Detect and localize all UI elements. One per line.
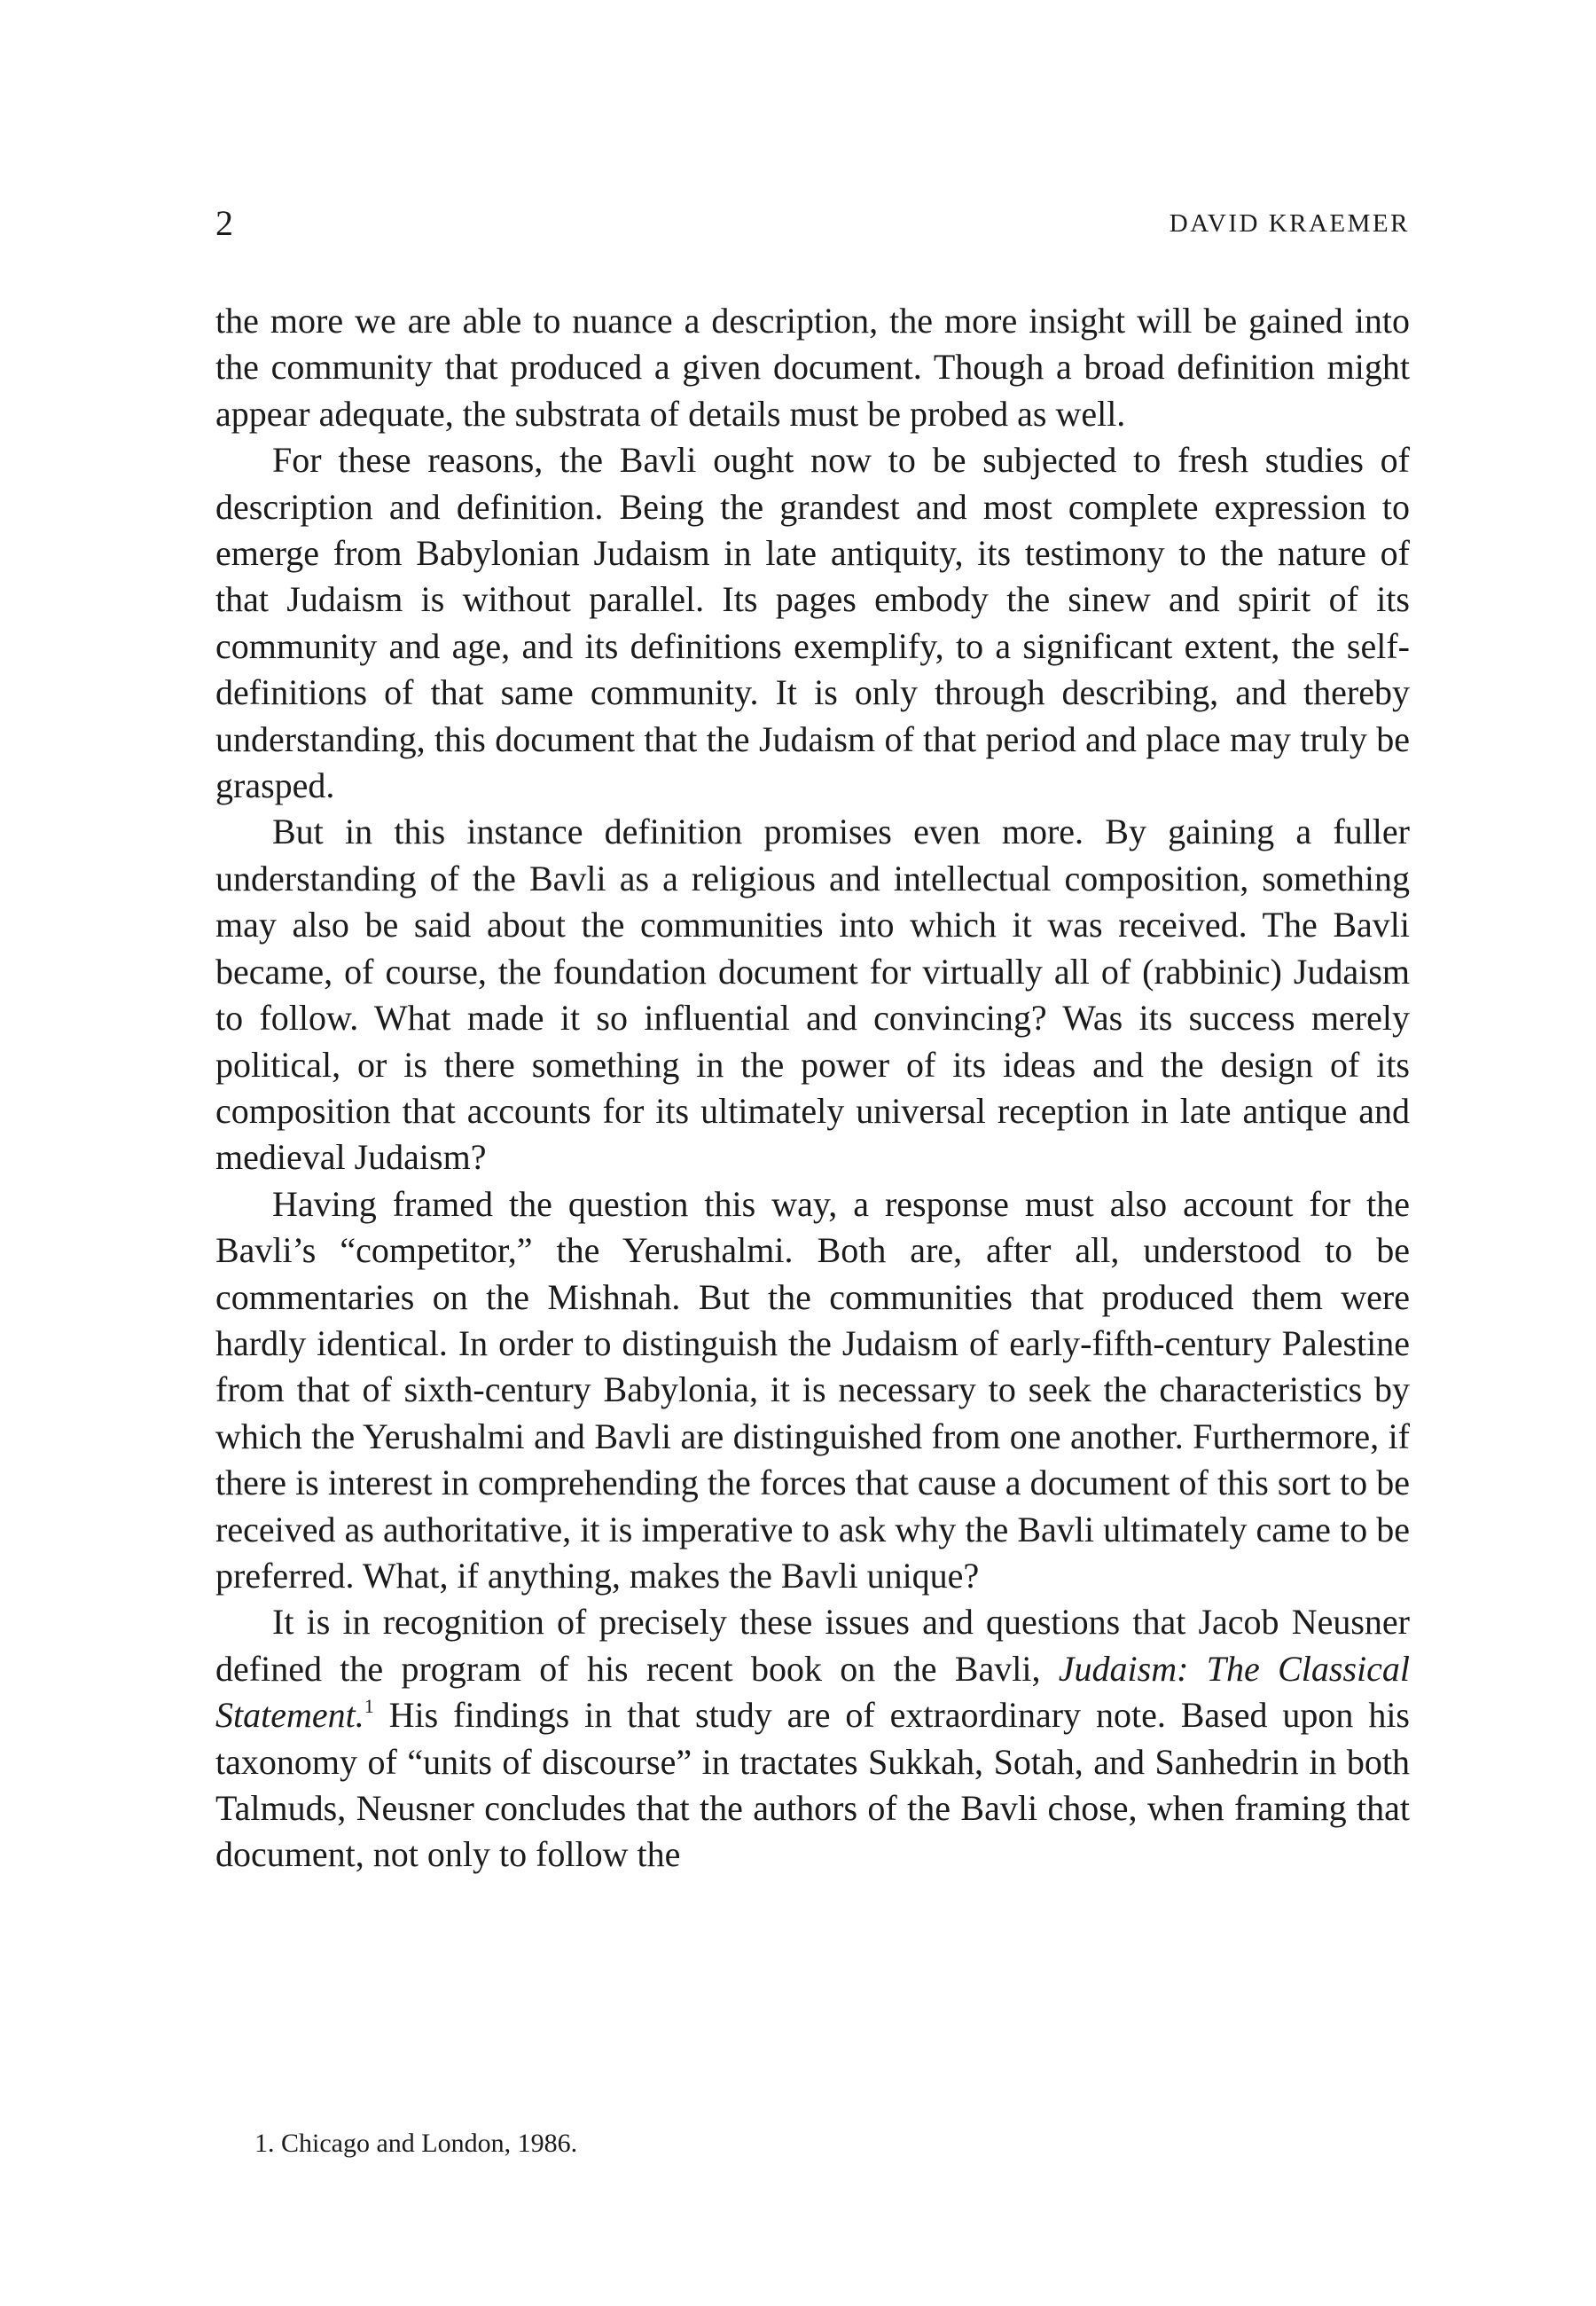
footnote-reference[interactable]: 1 — [364, 1695, 374, 1718]
paragraph-continuation: the more we are able to nuance a description, the more insight will be gained into the community that produced a given document. Though a broad definition might appear adequate, the substrata of details must be probed as well. — [215, 301, 1410, 434]
paragraph: Having framed the question this way, a response must also account for the Bavli’s “competitor,” the Yerushalmi. Both are, after all, understood to be commentaries on the Mishnah. But the communities that produced them were hardly identical. In order to distinguish the Judaism of early-fifth-century Palestine from that of sixth-century Babylonia, it is necessary to seek the characteristics by which the Yerushalmi and Bavli are distinguished from one another. Furthermore, if there is interest in comprehending the forces that cause a document of this sort to be received as authoritative, it is imperative to ask why the Bavli ultimately came to be preferred. What, if anything, makes the Bavli unique? — [215, 1183, 1410, 1596]
book-title: Judaism: The Classical Statement. — [215, 1648, 1410, 1736]
footnote: 1. Chicago and London, 1986. — [254, 2129, 578, 2158]
body-text — [215, 298, 1410, 1879]
running-head-author: DAVID KRAEMER — [1169, 209, 1410, 238]
paragraph-neusner — [215, 1599, 1410, 1878]
running-head — [215, 197, 1410, 250]
page-number: 2 — [215, 203, 233, 243]
paragraph-text-after-title: His findings in that study are of extraordinary note. Based upon his taxonomy of “units of discourse” in tractates Sukkah, Sotah, and Sanhedrin in both Talmuds, Neusner concludes that the authors of the Bavli chose, when framing that document, not only to follow the — [215, 1695, 1410, 1875]
paragraph: For these reasons, the Bavli ought now to be subjected to fresh studies of description and definition. Being the grandest and most complete expression to emerge from Babylonian Judaism in late antiquity, its testimony to the nature of that Judaism is without parallel. Its pages embody the sinew and spirit of its community and age, and its definitions exemplify, to a significant extent, the self-definitions of that same community. It is only through describing, and thereby understanding, this document that the Judaism of that period and place may truly be grasped. — [215, 440, 1410, 806]
paragraph: But in this instance definition promises even more. By gaining a fuller understanding of the Bavli as a religious and intellectual composition, something may also be said about the communities into which it was received. The Bavli became, of course, the foundation document for virtually all of (rabbinic) Judaism to follow. What made it so influential and convincing? Was its success merely political, or is there something in the power of its ideas and the design of its composition that accounts for its ultimately universal reception in late antique and medieval Judaism? — [215, 812, 1410, 1178]
footnotes — [215, 2126, 1410, 2161]
paragraph-text-before-title: It is in recognition of precisely these issues and questions that Jacob Neusner defined the program of his recent book on the Bavli, — [215, 1602, 1410, 1689]
